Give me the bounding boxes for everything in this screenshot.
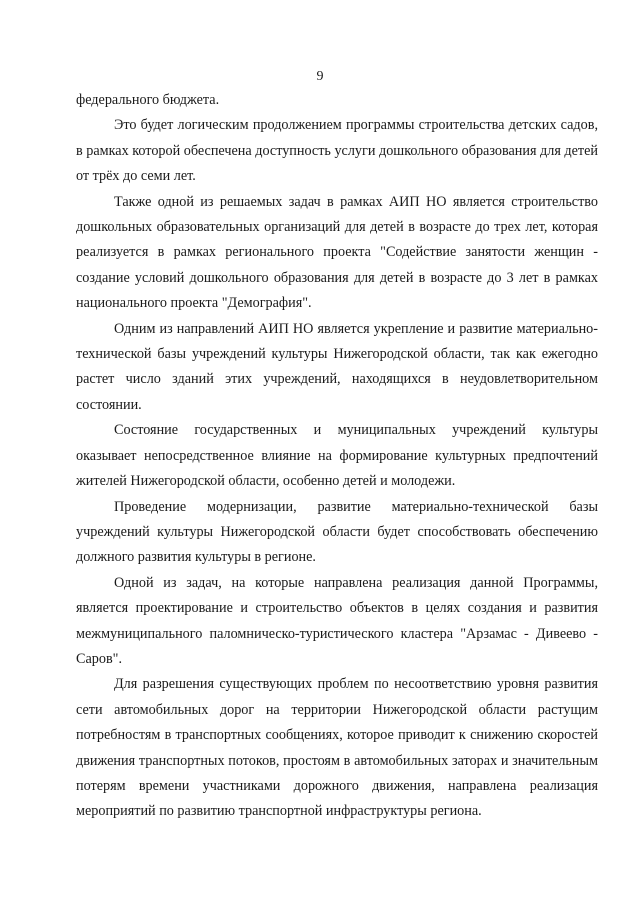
paragraph-pilgrimage-cluster: Одной из задач, на которые направлена реализация данной Программы, является проектирование и строительство объектов в целях создания и развития межмуниципального паломническо-туристического кластера "Арзамас - Дивеево - Саров". <box>76 574 598 667</box>
paragraph-culture-infrastructure: Одним из направлений АИП НО является укрепление и развитие материально-технической базы учреждений культуры Нижегородской области, так как ежегодно растет число зданий этих учреждений, находящихся в неудовлетворительном состоянии. <box>76 320 598 413</box>
page-number: 9 <box>316 69 324 84</box>
paragraph-continuation: федерального бюджета. <box>76 92 220 108</box>
document-body <box>76 88 598 825</box>
paragraph-road-network: Для разрешения существующих проблем по несоответствию уровня развития сети автомобильных дорог на территории Нижегородской области растущим потребностям в транспортных сообщениях, которое приводит к снижению скоростей движения транспортных потоков, простоям в автомобильных заторах и значительным потерям времени участниками дорожного движения, направлена реализация мероприятий по развитию транспортной инфраструктуры региона. <box>76 676 598 820</box>
paragraph-modernization: Проведение модернизации, развитие материально-технической базы учреждений культуры Нижегородской области будет способствовать обеспечению должного развития культуры в регионе. <box>76 498 598 566</box>
paragraph-preschool-under-three: Также одной из решаемых задач в рамках АИП НО является строительство дошкольных образовательных организаций для детей в возрасте до трех лет, которая реализуется в рамках регионального проекта "Содействие занятости женщин - создание условий дошкольного образования для детей в возрасте до 3 лет в рамках национального проекта "Демография". <box>76 193 598 312</box>
paragraph-kindergartens: Это будет логическим продолжением программы строительства детских садов, в рамках которой обеспечена доступность услуги дошкольного образования для детей от трёх до семи лет. <box>76 117 598 185</box>
paragraph-culture-influence: Состояние государственных и муниципальных учреждений культуры оказывает непосредственное влияние на формирование культурных предпочтений жителей Нижегородской области, особенно детей и молодежи. <box>76 422 598 490</box>
